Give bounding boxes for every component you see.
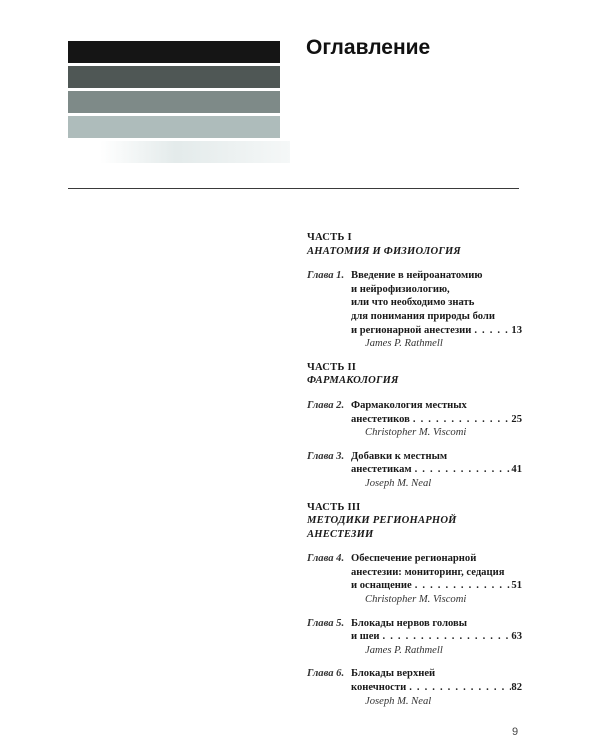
chapter-author: Joseph M. Neal <box>365 477 432 489</box>
dot-leader <box>471 324 511 338</box>
table-of-contents <box>307 231 522 718</box>
chapter-page-number: 41 <box>511 464 522 476</box>
chapter-title-line: или что необходимо знать <box>351 297 475 309</box>
dot-leader <box>406 681 511 695</box>
part-title: МЕТОДИКИ РЕГИОНАРНОЙ АНЕСТЕЗИИ <box>307 515 457 540</box>
chapter-author: James P. Rathmell <box>365 644 443 656</box>
chapter-title-line: Добавки к местным <box>351 450 448 462</box>
faded-decoration <box>100 141 290 163</box>
chapter-page-number: 63 <box>511 631 522 643</box>
chapter-author: Joseph M. Neal <box>365 695 432 707</box>
toc-chapter-4[interactable] <box>307 552 522 606</box>
page-title: Оглавление <box>306 36 431 59</box>
toc-part-3 <box>307 501 522 542</box>
chapter-label: Глава 5. <box>307 617 345 629</box>
chapter-title-line: Обеспечение регионарной <box>351 553 477 565</box>
part-title: ФАРМАКОЛОГИЯ <box>307 375 399 387</box>
dot-leader <box>380 630 512 644</box>
chapter-title-line: Фармакология местных <box>351 399 467 411</box>
chapter-title-line: и нейрофизиологию, <box>351 283 450 295</box>
toc-chapter-5[interactable] <box>307 617 522 658</box>
chapter-label: Глава 2. <box>307 399 345 411</box>
page-number: 9 <box>512 726 519 738</box>
dot-leader <box>410 413 512 427</box>
chapter-title-line: Введение в нейроанатомию <box>351 270 483 282</box>
chapter-title-line: анестетиков <box>351 413 410 425</box>
chapter-title-line: и оснащение <box>351 580 412 592</box>
chapter-label: Глава 6. <box>307 668 345 680</box>
decorative-bar-2 <box>68 66 280 88</box>
chapter-label: Глава 3. <box>307 450 345 462</box>
toc-part-2 <box>307 361 522 388</box>
chapter-title-line: для понимания природы боли <box>351 310 495 322</box>
toc-chapter-3[interactable] <box>307 450 522 491</box>
chapter-page-number: 82 <box>511 682 522 694</box>
chapter-title-line: конечности <box>351 682 407 694</box>
chapter-title-line: Блокады нервов головы <box>351 617 468 629</box>
decorative-bars <box>68 41 280 141</box>
part-label: ЧАСТЬ I <box>307 232 352 243</box>
toc-chapter-1[interactable] <box>307 269 522 351</box>
chapter-title-line: и шеи <box>351 631 380 643</box>
chapter-title-line: Блокады верхней <box>351 668 436 680</box>
chapter-title-line: и регионарной анестезии <box>351 324 472 336</box>
chapter-page-number: 51 <box>511 580 522 592</box>
dot-leader <box>412 463 512 477</box>
chapter-label: Глава 4. <box>307 553 345 565</box>
dot-leader <box>412 579 512 593</box>
toc-chapter-6[interactable] <box>307 667 522 708</box>
chapter-title-line: анестезии: мониторинг, седация <box>351 566 505 578</box>
chapter-author: Christopher M. Viscomi <box>365 594 467 606</box>
horizontal-rule <box>68 188 519 189</box>
part-label: ЧАСТЬ II <box>307 361 357 373</box>
part-label: ЧАСТЬ III <box>307 501 361 513</box>
chapter-label: Глава 1. <box>307 270 345 282</box>
chapter-author: James P. Rathmell <box>365 338 443 350</box>
decorative-bar-3 <box>68 91 280 113</box>
decorative-bar-4 <box>68 116 280 138</box>
decorative-bar-1 <box>68 41 280 63</box>
chapter-author: Christopher M. Viscomi <box>365 427 467 439</box>
part-title: АНАТОМИЯ И ФИЗИОЛОГИЯ <box>307 245 461 257</box>
chapter-title-line: анестетикам <box>351 464 412 476</box>
toc-part-1 <box>307 231 522 258</box>
toc-chapter-2[interactable] <box>307 399 522 440</box>
chapter-page-number: 25 <box>511 413 522 425</box>
chapter-page-number: 13 <box>511 324 522 336</box>
